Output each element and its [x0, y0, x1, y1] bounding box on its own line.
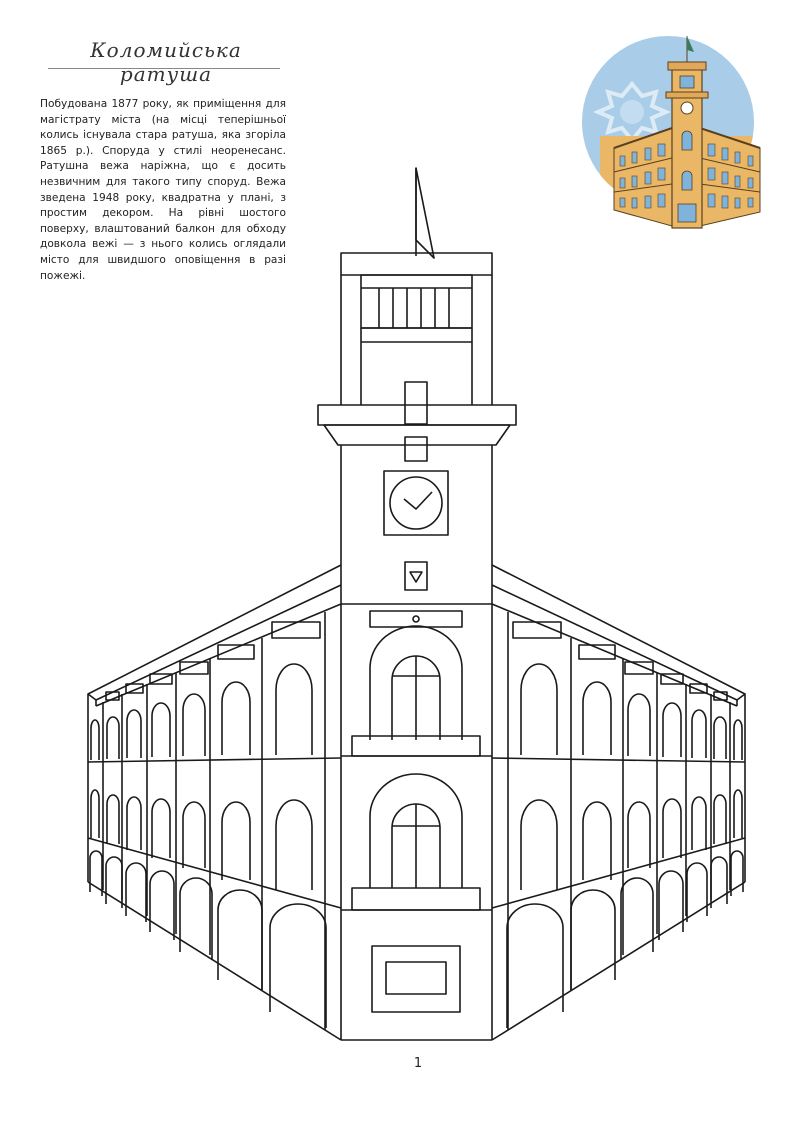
right-pilasters — [508, 612, 730, 1030]
left-upper-windows — [91, 622, 320, 760]
right-upper-windows — [513, 622, 742, 760]
description-text: Побудована 1877 року, як приміщення для магістрату міста (на місці теперішньої колись існувала стара ратуша, яка згоріла 1865 р.). Споруда у стилі неоренесанс. Ратушна вежа наріжна, що є досить незвичним для такого типу споруд. Вежа зведена 1948 року, квадратна у плані, з простим декором. На рівні шостого поверху, влаштований балкон для обходу довкола вежі — з нього колись оглядали місто для швидшого оповіщення в разі пожежі. — [40, 98, 286, 282]
left-middle-windows — [91, 790, 312, 890]
clock-icon — [384, 471, 448, 535]
left-wing — [88, 565, 341, 1040]
page-title: Коломийська ратуша — [90, 38, 242, 86]
right-ground-arches — [507, 851, 743, 1028]
flag-icon — [416, 168, 434, 258]
page-number: 1 — [413, 1056, 423, 1071]
right-middle-windows — [521, 790, 742, 890]
right-wing — [492, 565, 745, 1040]
left-ground-arches — [90, 851, 326, 1028]
belfry-balusters — [361, 288, 472, 328]
left-pilasters — [103, 612, 325, 1030]
